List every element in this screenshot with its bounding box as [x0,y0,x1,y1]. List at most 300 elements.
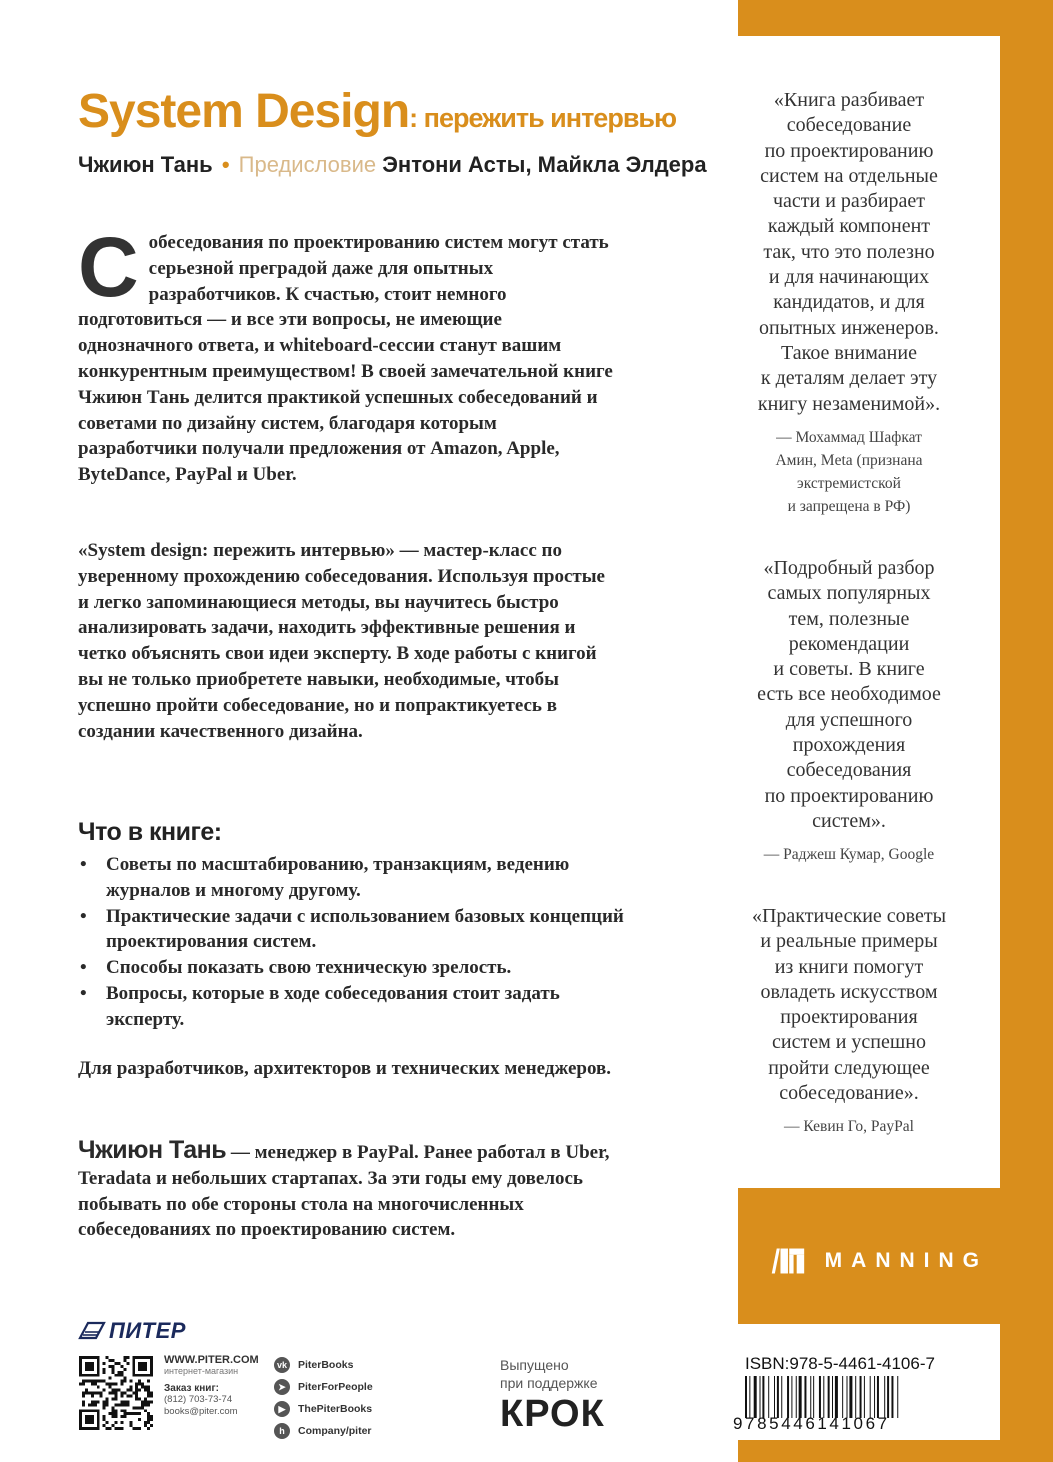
vk-icon: vk [274,1357,290,1373]
qr-module [120,1403,123,1406]
social-link-telegram[interactable] [274,1376,373,1398]
social-link-hh[interactable] [274,1420,373,1442]
qr-module [135,1427,138,1430]
qr-module [147,1400,150,1403]
author-line [78,152,707,178]
qr-module [100,1392,103,1395]
qr-module [120,1383,123,1386]
qr-module [115,1389,118,1392]
qr-module [138,1427,141,1430]
qr-module [115,1394,118,1397]
qr-module [144,1386,147,1389]
qr-module [150,1418,153,1421]
quote-source-line: Амин, Meta (признана [775,451,923,469]
qr-module [115,1415,118,1418]
barcode-bar [897,1376,898,1418]
qr-module [100,1380,103,1383]
qr-module [117,1427,120,1430]
qr-module [112,1383,115,1386]
barcode-bar [864,1376,865,1418]
qr-module [135,1392,138,1395]
qr-module [132,1412,135,1415]
qr-module [94,1403,97,1406]
hh-icon: h [274,1423,290,1439]
qr-module [85,1362,94,1371]
qr-module [115,1383,118,1386]
foreword-authors: Энтони Асты, Майкла Элдера [382,152,707,177]
audience-paragraph: Для разработчиков, архитекторов и технических менеджеров. [78,1058,612,1079]
qr-module [144,1397,147,1400]
qr-module [147,1421,150,1424]
qr-module [129,1424,132,1427]
qr-module [123,1368,126,1371]
qr-module [147,1394,150,1397]
qr-module [109,1377,112,1380]
author-bio-text: — менеджер в PayPal. Ранее работал в Uber, Teradata и небольших стартапах. За эти годы ему довелось побывать по обе стороны стола на многочисленных собеседованиях по проектированию систем. [78,1142,610,1241]
qr-module [82,1403,85,1406]
social-label: Company/piter [298,1425,372,1437]
qr-module [150,1415,153,1418]
qr-module [103,1368,106,1371]
piter-wordmark: ПИТЕР [109,1318,186,1343]
qr-module [141,1383,144,1386]
qr-module [120,1394,123,1397]
barcode-bar [762,1376,764,1418]
qr-module [106,1403,109,1406]
qr-module [138,1389,141,1392]
list-item: • Практические задачи с использованием базовых концепций проектирования систем. [78,904,638,956]
qr-module [147,1412,150,1415]
qr-module [112,1424,115,1427]
qr-module [112,1412,115,1415]
foreword-label: Предисловие [238,152,377,177]
barcode-bar [819,1376,821,1418]
qr-module [138,1418,141,1421]
qr-module [82,1400,85,1403]
barcode-bar [842,1376,843,1418]
qr-module [103,1406,106,1409]
qr-module [126,1362,129,1365]
barcode-bar [787,1376,789,1418]
barcode-bar [887,1376,889,1418]
qr-module [91,1383,94,1386]
quote-line: систем и успешно [772,1031,926,1054]
manning-mark-icon [768,1241,807,1281]
qr-module [115,1374,118,1377]
qr-module [112,1409,115,1412]
qr-module [120,1400,123,1403]
qr-module [91,1380,94,1383]
qr-module [126,1403,129,1406]
barcode-bar [877,1376,879,1418]
quote-line: проектирования [780,1006,918,1029]
intro-text: обеседования по проектированию систем могут стать серьезной преградой даже для опытных разработчиков. К счастью, стоит немного подготовиться — и все эти вопросы, не имеющие однозначного ответа, и whiteboard-сессии станут вашим конкурентным преимуществом! В своей замечательной книге Чжиюн Тань делится практикой успешных собеседований и советами по дизайну систем, благодаря которым разработчики получали предложения от Amazon, Apple, ByteDance, PayPal и Uber. [78,232,613,486]
qr-module [138,1362,147,1371]
qr-module [126,1412,129,1415]
qr-module [109,1427,112,1430]
qr-module [88,1380,91,1383]
qr-module [123,1359,126,1362]
qr-module [82,1380,85,1383]
barcode-bar [855,1376,856,1418]
book-subtitle: пережить интервью [417,103,677,133]
qr-module [129,1412,132,1415]
quote-line: опытных инженеров. [759,316,939,339]
piter-logo [78,1318,186,1344]
sponsor-logo: КРОК [500,1393,605,1435]
qr-module [141,1400,144,1403]
qr-module [123,1377,126,1380]
qr-module [120,1421,123,1424]
qr-module [120,1392,123,1395]
barcode-bar [804,1376,806,1418]
qr-module [100,1394,103,1397]
qr-module [147,1389,150,1392]
qr-module [147,1415,150,1418]
quote-line: Такое внимание [781,341,917,364]
piter-mark-icon [78,1320,106,1342]
qr-module [112,1359,115,1362]
author-bio-name: Чжиюн Тань [78,1136,227,1164]
barcode-bar [791,1376,792,1418]
qr-module [117,1362,120,1365]
qr-module [123,1400,126,1403]
qr-module [141,1403,144,1406]
qr-module [120,1415,123,1418]
quote-line: и советы. В книге [773,658,925,681]
list-item: • Вопросы, которые в ходе собеседования стоит задать эксперту. [78,981,638,1033]
qr-module [97,1386,100,1389]
qr-module [85,1415,94,1424]
qr-module [120,1374,123,1377]
qr-module [115,1362,118,1365]
qr-code[interactable] [78,1356,154,1430]
qr-module [112,1392,115,1395]
barcode-bar [810,1376,811,1418]
qr-module [103,1424,106,1427]
qr-module [150,1400,153,1403]
qr-module [120,1409,123,1412]
qr-module [120,1380,123,1383]
qr-module [129,1380,132,1383]
social-label: ThePiterBooks [298,1403,373,1415]
quote-line: собеседование [786,114,912,137]
qr-module [82,1392,85,1395]
qr-module [115,1392,118,1395]
qr-module [123,1380,126,1383]
book-title-main: System Design [78,85,410,138]
quote-line: к деталям делает эту [760,367,938,390]
quote-line: самых популярных [767,582,931,605]
qr-module [109,1386,112,1389]
qr-module [129,1394,132,1397]
barcode-bar [777,1376,779,1418]
quote-source [704,426,994,518]
barcode-bar [874,1376,875,1418]
qr-module [147,1386,150,1389]
list-item: • Советы по масштабированию, транзакциям, ведению журналов и многому другому. [78,852,638,904]
barcode-bar [891,1376,893,1418]
qr-module [144,1403,147,1406]
book-title-colon: : [409,103,418,133]
barcode-bar [781,1376,782,1418]
qr-module [112,1397,115,1400]
qr-module [117,1403,120,1406]
quote-source-line: — Кевин Го, PayPal [784,1118,914,1136]
barcode-bar [832,1376,833,1418]
barcode-bar [860,1376,862,1418]
qr-module [150,1424,153,1427]
qr-module [147,1427,150,1430]
qr-module [123,1412,126,1415]
quote-line: по проектированию [764,784,934,807]
barcode-bar [835,1376,838,1418]
sponsor-caption-line-2: при поддержке [500,1375,598,1391]
quote-line: и реальные примеры [760,930,938,953]
publisher-shop-label: интернет-магазин [164,1366,239,1376]
telegram-icon: ➤ [274,1379,290,1395]
qr-module [126,1356,129,1359]
intro-paragraph [78,220,618,488]
qr-module [129,1389,132,1392]
author-bio [78,1138,618,1243]
qr-module [91,1394,94,1397]
qr-module [109,1359,112,1362]
quote-line: кандидатов, и для [773,291,925,314]
quote-2 [704,556,994,866]
quote-line: прохождения [792,734,906,757]
qr-module [147,1392,150,1395]
social-label: PiterForPeople [298,1381,373,1393]
quote-line: собеседование». [779,1082,919,1105]
quote-text [704,556,994,834]
barcode-bar [774,1376,775,1418]
qr-module [147,1403,150,1406]
quote-line: и для начинающих [768,266,930,289]
qr-module [109,1392,112,1395]
quote-line: каждый компонент [767,215,931,238]
author-name: Чжиюн Тань [78,152,213,177]
qr-module [115,1409,118,1412]
barcode [745,1376,941,1418]
qr-module [115,1412,118,1415]
qr-module [144,1424,147,1427]
qr-module [141,1406,144,1409]
qr-module [138,1397,141,1400]
quote-line: «Книга разбивает [773,89,925,111]
qr-module [117,1374,120,1377]
quote-source [704,1115,994,1138]
barcode-bar [847,1376,848,1418]
barcode-bar [799,1376,802,1418]
drop-cap: С [78,220,139,314]
qr-module [115,1427,118,1430]
qr-module [103,1371,106,1374]
qr-module [123,1356,126,1359]
quote-source [704,843,994,866]
qr-module [109,1383,112,1386]
qr-module [82,1394,85,1397]
qr-module [103,1418,106,1421]
qr-module [112,1368,115,1371]
barcode-bar [754,1376,757,1418]
barcode-bar [745,1376,747,1418]
qr-module [138,1383,141,1386]
qr-module [103,1400,106,1403]
book-title [78,84,676,139]
qr-module [135,1412,138,1415]
quote-line: «Практические советы [751,905,947,927]
quote-source-line: экстремистской [797,474,901,492]
qr-module [135,1406,138,1409]
qr-module [129,1386,132,1389]
quote-line: так, что это полезно [763,240,935,263]
qr-module [135,1386,138,1389]
qr-module [115,1397,118,1400]
qr-module [112,1365,115,1368]
contents-heading: Что в книге: [78,818,222,846]
sponsor-caption-line-1: Выпущено [500,1357,569,1373]
qr-module [123,1392,126,1395]
quote-line: по проектированию [764,139,934,162]
qr-module [97,1400,100,1403]
qr-module [135,1397,138,1400]
barcode-bar [823,1376,824,1418]
qr-module [138,1412,141,1415]
qr-module [94,1380,97,1383]
quote-line: собеседования [786,759,912,782]
qr-module [106,1397,109,1400]
quote-source-line: и запрещена в РФ) [787,497,911,515]
manning-wordmark: MANNING [824,1249,988,1272]
qr-module [103,1380,106,1383]
quote-line: систем на отдельные [760,164,938,187]
qr-module [129,1421,132,1424]
social-label: PiterBooks [298,1359,354,1371]
publisher-contacts [164,1354,259,1418]
qr-module [85,1392,88,1395]
quote-line: книгу незаменимой». [757,392,941,415]
social-links [274,1354,373,1442]
manning-logo [768,1238,988,1284]
qr-module [112,1415,115,1418]
qr-module [126,1394,129,1397]
barcode-bar [870,1376,871,1418]
qr-module [85,1380,88,1383]
qr-module [106,1421,109,1424]
qr-module [115,1421,118,1424]
barcode-bar [813,1376,814,1418]
publisher-site-link[interactable]: WWW.PITER.COM [164,1354,259,1366]
qr-module [94,1400,97,1403]
qr-module [88,1403,91,1406]
barcode-bar [768,1376,769,1418]
isbn-label: ISBN:978-5-4461-4106-7 [745,1354,935,1373]
quote-line: систем». [812,809,886,832]
qr-module [117,1371,120,1374]
qr-module [144,1400,147,1403]
qr-module [82,1383,85,1386]
quote-line: тем, полезные [788,607,910,630]
qr-module [132,1392,135,1395]
qr-module [123,1409,126,1412]
qr-module [97,1380,100,1383]
qr-module [103,1415,106,1418]
qr-module [79,1383,82,1386]
qr-module [97,1392,100,1395]
qr-module [150,1392,153,1395]
qr-module [103,1389,106,1392]
qr-module [132,1406,135,1409]
qr-module [103,1362,106,1365]
sponsor-block [500,1356,605,1434]
contents-list [78,852,638,1033]
qr-module [141,1386,144,1389]
qr-module [144,1421,147,1424]
qr-module [94,1392,97,1395]
qr-module [126,1389,129,1392]
barcode-bar [828,1376,830,1418]
qr-module [123,1403,126,1406]
qr-module [85,1389,88,1392]
quote-text [704,904,994,1106]
qr-module [91,1400,94,1403]
author-separator: • [221,152,230,177]
qr-module [91,1392,94,1395]
order-email[interactable]: books@piter.com [164,1406,238,1417]
social-link-youtube[interactable] [274,1398,373,1420]
order-label: Заказ книг: [164,1383,219,1394]
qr-module [120,1427,123,1430]
qr-module [120,1371,123,1374]
qr-module [106,1383,109,1386]
quote-line: «Подробный разбор [763,557,935,579]
qr-module [94,1383,97,1386]
youtube-icon: ▶ [274,1401,290,1417]
quote-line: части и разбирает [772,190,926,213]
qr-module [103,1403,106,1406]
qr-module [144,1389,147,1392]
qr-module [115,1403,118,1406]
quote-line: овладеть искусством [760,980,938,1003]
barcode-bar [796,1376,797,1418]
qr-module [106,1400,109,1403]
social-link-vk[interactable] [274,1354,373,1376]
barcode-bar [760,1376,761,1418]
list-item: • Способы показать свою техническую зрелость. [78,955,638,981]
qr-module [135,1383,138,1386]
qr-module [135,1389,138,1392]
qr-module [109,1365,112,1368]
qr-module [106,1356,109,1359]
qr-module [138,1380,141,1383]
masterclass-paragraph: «System design: пережить интервью» — мастер-класс по уверенному прохождению собеседования. Используя простые и легко запоминающиеся методы, вы научитесь быстро анализировать задачи, находить эффективные решения и четко объяснять свои идеи эксперту. В ходе работы с книгой вы не только приобретете навыки, необходимые, чтобы успешно пройти собеседование, но и попрактикуетесь в создании качественного дизайна. [78,540,605,742]
quote-line: из книги помогут [774,955,924,978]
qr-module [132,1427,135,1430]
qr-module [123,1415,126,1418]
quote-1 [704,88,994,518]
qr-module [112,1406,115,1409]
quote-line: есть все необходимое [757,683,941,706]
qr-module [138,1406,141,1409]
barcode-digits: 9785446141067 [733,1414,890,1433]
qr-module [112,1371,115,1374]
quote-line: пройти следующее [768,1056,930,1079]
qr-module [91,1403,94,1406]
qr-module [112,1389,115,1392]
qr-module [144,1409,147,1412]
barcode-bar [884,1376,885,1418]
